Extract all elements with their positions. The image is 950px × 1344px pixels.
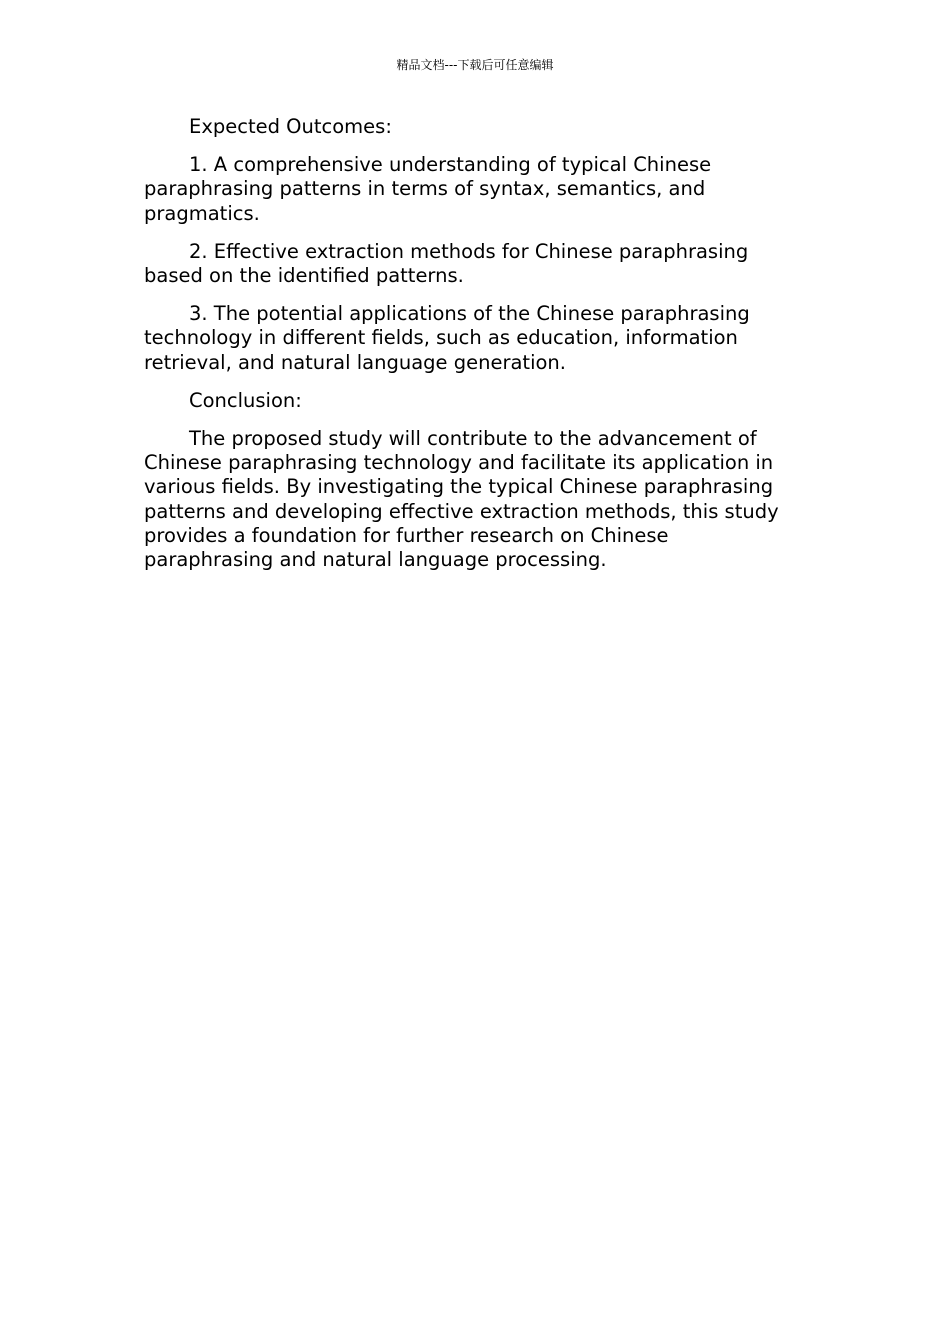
outcome-item-3: 3. The potential applications of the Chinese paraphrasing technology in different fields, such as education, information retrieval, and natural language generation. — [144, 302, 750, 374]
conclusion-paragraph: The proposed study will contribute to the advancement of Chinese paraphrasing technology and facilitate its application in various fields. By investigating the typical Chinese paraphrasing patterns and developing effective extraction methods, this study provides a foundation for further research on Chinese paraphrasing and natural language processing. — [144, 427, 779, 572]
outcome-item-2: 2. Effective extraction methods for Chinese paraphrasing based on the identified patterns. — [144, 239, 749, 288]
page-header: 精品文档---下载后可任意编辑 — [396, 58, 554, 72]
section-heading-expected-outcomes: Expected Outcomes: — [189, 115, 392, 138]
section-heading-conclusion: Conclusion: — [189, 388, 302, 412]
outcome-item-1: 1. A comprehensive understanding of typical Chinese paraphrasing patterns in terms of syntax, semantics, and pragmatics. — [144, 153, 712, 225]
document-body — [144, 115, 798, 586]
